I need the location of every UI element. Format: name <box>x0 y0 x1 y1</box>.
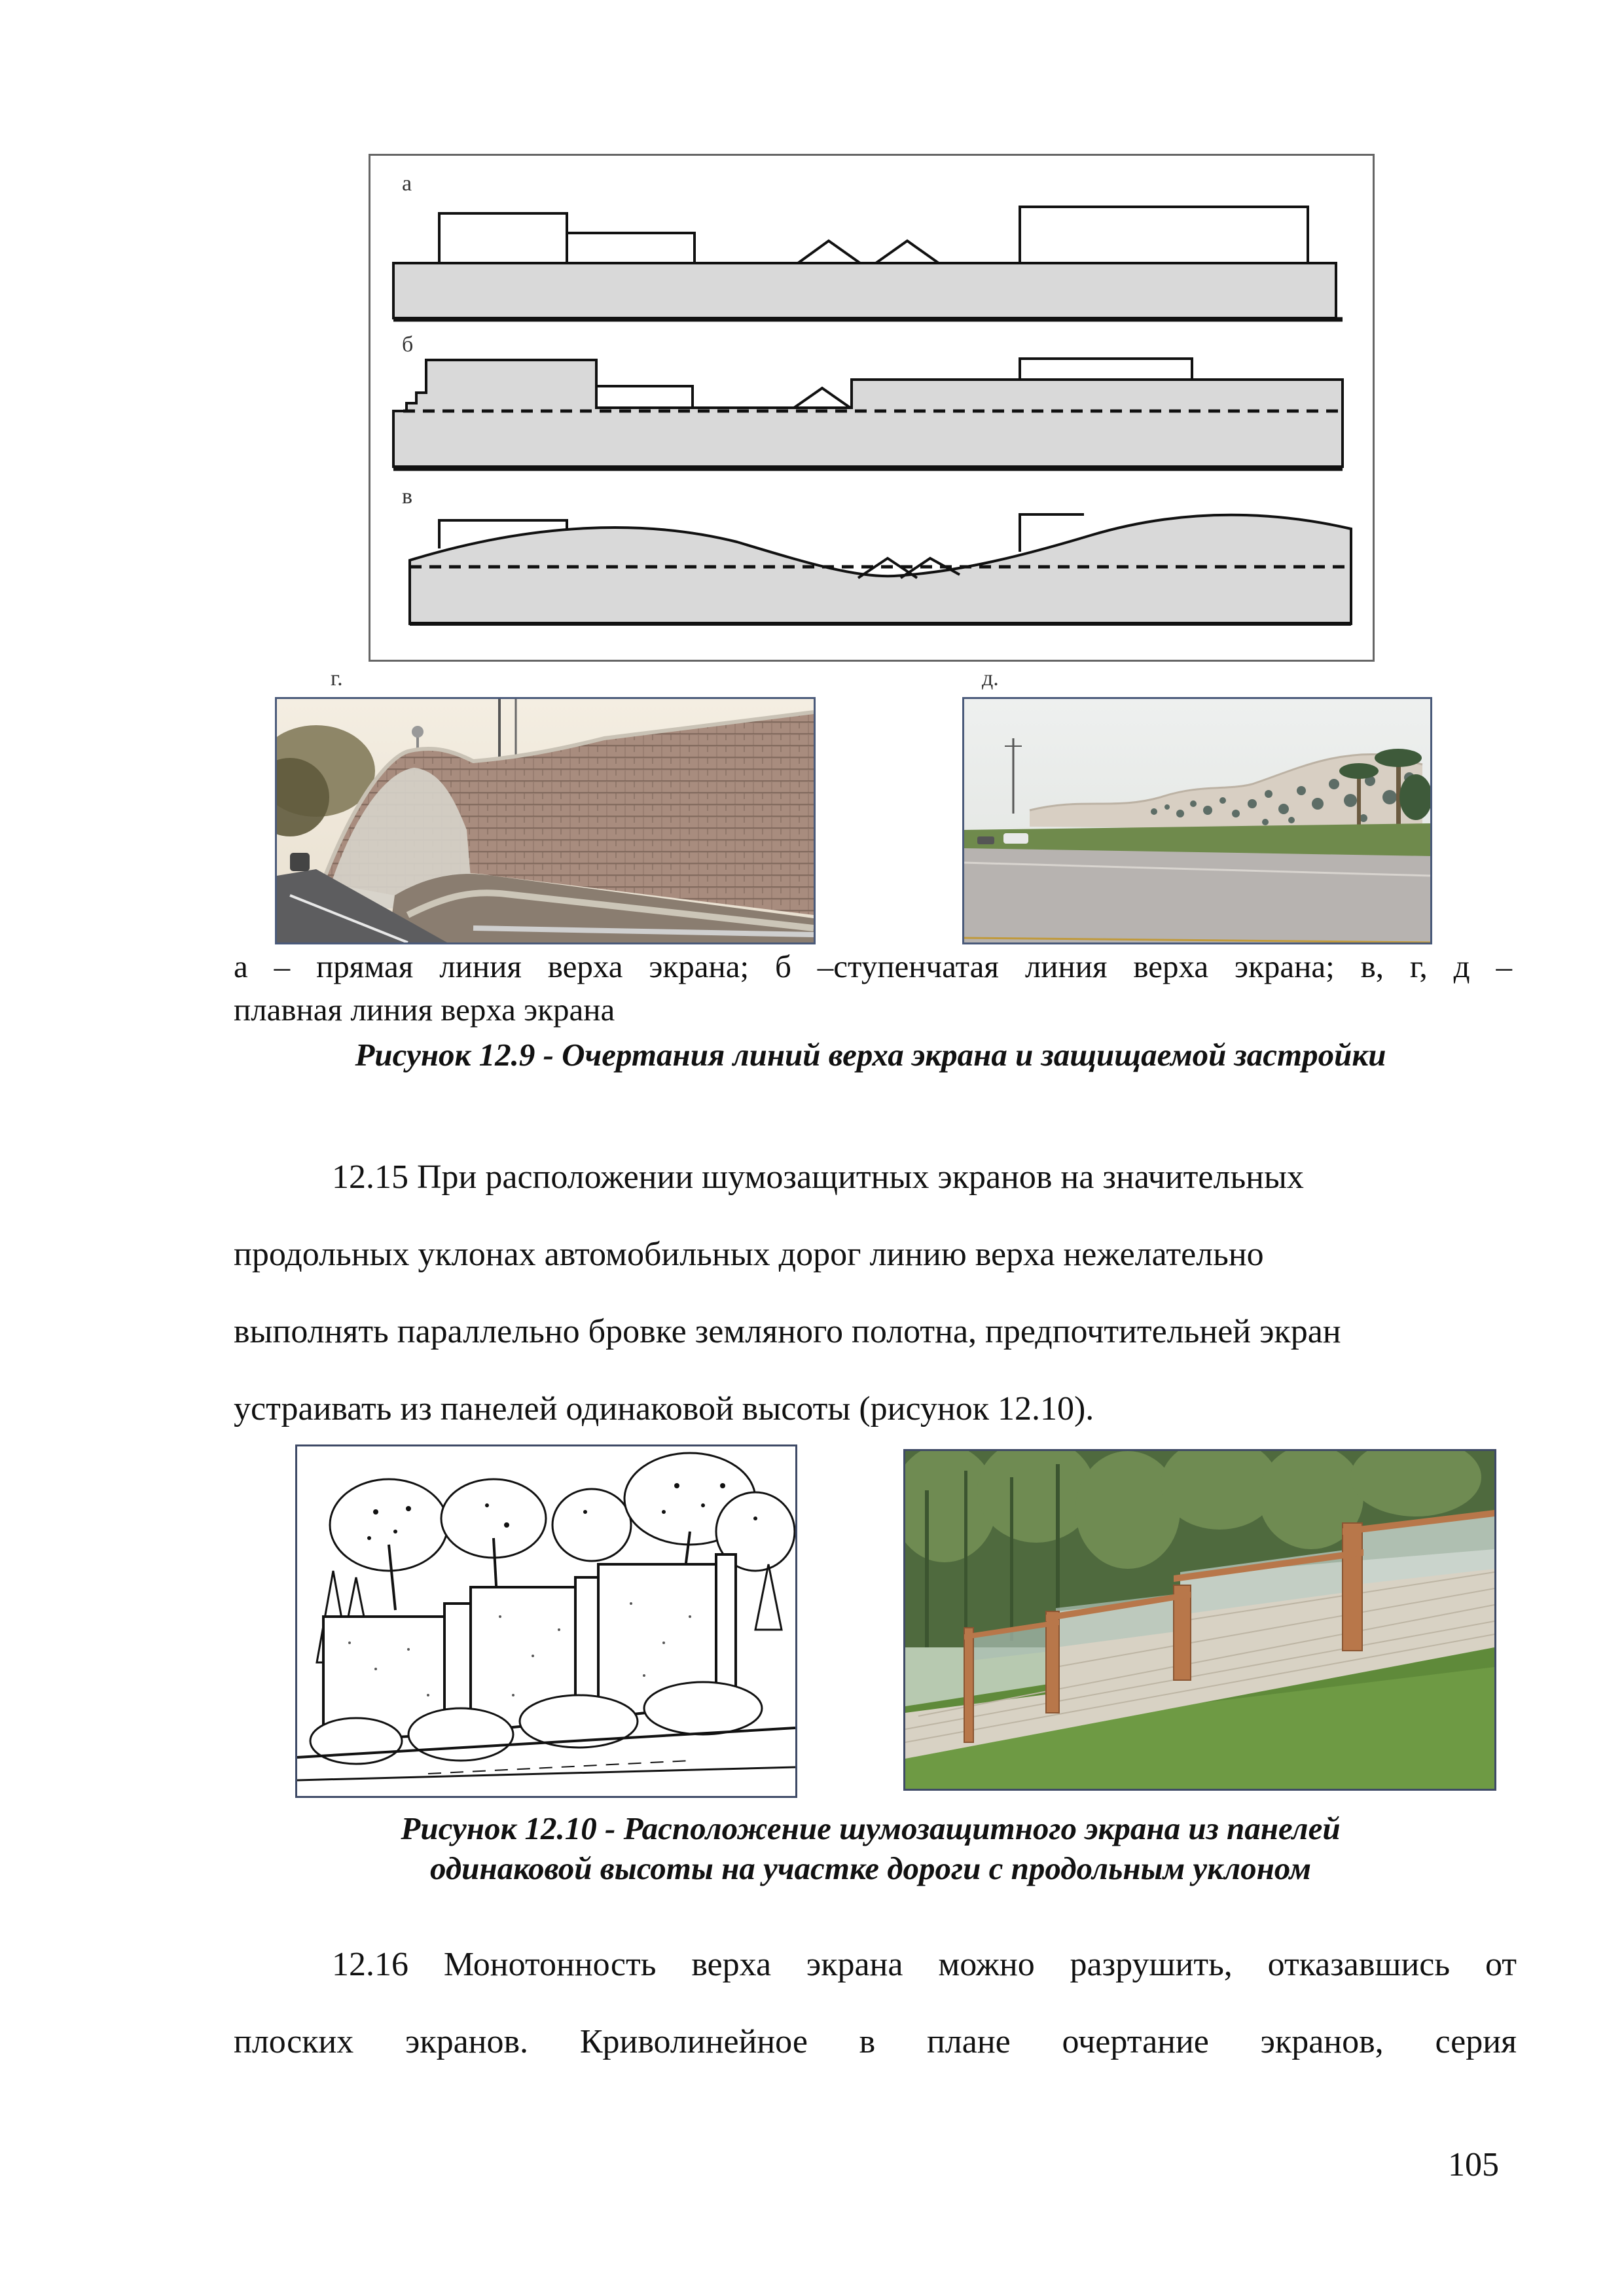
figure-12-10-title-line1: Рисунок 12.10 - Расположение шумозащитного экрана из панелей <box>401 1810 1341 1846</box>
diagram-label-v: в <box>402 484 413 509</box>
photo-decorative-wavy-wall <box>962 697 1432 944</box>
paragraph-12-16-line1: 12.16 Монотонность верха экрана можно разрушить, отказавшись от <box>332 1946 1517 1983</box>
paragraph-12-15 <box>234 1139 1517 1448</box>
photo-panel-wall-glass <box>903 1449 1496 1791</box>
screen-profiles-svg <box>370 156 1373 660</box>
page-number: 105 <box>1448 2146 1499 2183</box>
paragraph-12-15-line2: продольных уклонах автомобильных дорог линию верха нежелательно <box>234 1236 1264 1273</box>
diagram-label-a: а <box>402 171 412 196</box>
figure-12-9-legend-line2: плавная линия верха экрана <box>234 992 615 1028</box>
paragraph-12-15-line4: устраивать из панелей одинаковой высоты (рисунок 12.10). <box>234 1390 1094 1427</box>
figure-12-10-title-line2: одинаковой высоты на участке дороги с продольным уклоном <box>429 1850 1312 1887</box>
photo-wavy-wall-road <box>275 697 816 944</box>
paragraph-12-16-line2: плоских экранов. Криволинейное в плане очертание экранов, серия <box>234 2023 1517 2060</box>
photo-label-g: г. <box>331 666 343 691</box>
figure-12-10-title <box>196 1808 1545 1889</box>
sketch-equal-height-panels <box>295 1444 797 1798</box>
paragraph-12-16 <box>234 1926 1517 2081</box>
paragraph-12-15-line3: выполнять параллельно бровке земляного полотна, предпочтительней экран <box>234 1313 1341 1350</box>
profile-smooth <box>410 514 1351 624</box>
screen-profiles-diagram <box>369 154 1375 662</box>
figure-12-9-title: Рисунок 12.9 - Очертания линий верха экрана и защищаемой застройки <box>355 1037 1386 1073</box>
photo-label-d: д. <box>982 666 999 691</box>
figure-12-9-legend-line1: а – прямая линия верха экрана; б –ступенчатая линия верха экрана; в, г, д – <box>234 948 1512 984</box>
diagram-label-b: б <box>402 332 414 357</box>
profile-straight <box>393 207 1343 319</box>
paragraph-12-15-line1: 12.15 При расположении шумозащитных экранов на значительных <box>332 1158 1304 1196</box>
profile-stepped <box>393 359 1343 469</box>
